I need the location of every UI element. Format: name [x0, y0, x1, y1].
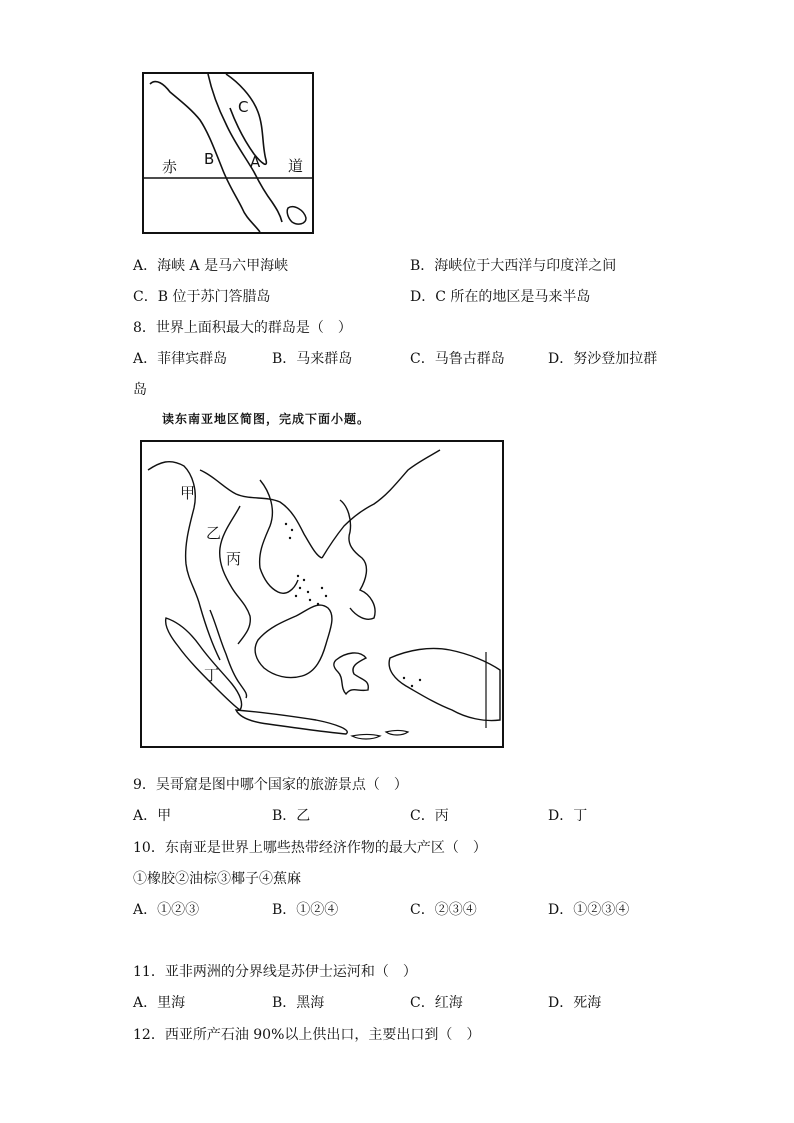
label-yi: 乙: [206, 524, 222, 542]
q11-option-b[interactable]: B．黑海: [272, 995, 325, 1011]
q9-option-b[interactable]: B．乙: [272, 808, 311, 824]
q7-option-d[interactable]: D．C 所在的地区是马来半岛: [410, 289, 591, 305]
label-bing: 丙: [226, 550, 242, 568]
q9-option-a[interactable]: A．甲: [133, 808, 172, 824]
label-dao: 道: [288, 157, 304, 175]
q10-option-d[interactable]: D．①②③④: [548, 902, 630, 918]
q7-option-b[interactable]: B．海峡位于大西洋与印度洋之间: [410, 258, 617, 274]
map-caption: 读东南亚地区简图，完成下面小题。: [162, 412, 371, 426]
strait-map: [142, 72, 314, 234]
q8-option-c[interactable]: C．马鲁古群岛: [410, 351, 505, 367]
label-b: B: [204, 150, 215, 168]
q11-stem: 11．亚非两洲的分界线是苏伊士运河和（ ）: [133, 964, 417, 980]
q10-items: ①橡胶②油棕③椰子④蕉麻: [133, 871, 301, 887]
q7-option-a[interactable]: A．海峡 A 是马六甲海峡: [133, 258, 289, 274]
southeast-asia-map: [140, 440, 504, 748]
label-jia: 甲: [180, 484, 196, 502]
label-ding: 丁: [204, 666, 220, 684]
q8-option-b[interactable]: B．马来群岛: [272, 351, 353, 367]
label-a: A: [250, 153, 261, 171]
q10-option-b[interactable]: B．①②④: [272, 902, 339, 918]
q10-option-a[interactable]: A．①②③: [133, 902, 200, 918]
q8-stem: 8．世界上面积最大的群岛是（ ）: [133, 320, 352, 336]
q10-stem: 10．东南亚是世界上哪些热带经济作物的最大产区（ ）: [133, 840, 487, 856]
q9-option-c[interactable]: C．丙: [410, 808, 449, 824]
q8-option-d[interactable]: D．努沙登加拉群: [548, 351, 658, 367]
label-c: C: [238, 98, 249, 116]
q9-stem: 9．吴哥窟是图中哪个国家的旅游景点（ ）: [133, 777, 408, 793]
q8-option-d-continued: 岛: [133, 382, 147, 398]
q11-option-d[interactable]: D．死海: [548, 995, 602, 1011]
q10-option-c[interactable]: C．②③④: [410, 902, 477, 918]
q8-option-a[interactable]: A．菲律宾群岛: [133, 351, 228, 367]
q11-option-c[interactable]: C．红海: [410, 995, 463, 1011]
q9-option-d[interactable]: D．丁: [548, 808, 588, 824]
label-chi: 赤: [162, 158, 178, 176]
q7-option-c[interactable]: C．B 位于苏门答腊岛: [133, 289, 271, 305]
q12-stem: 12．西亚所产石油 90%以上供出口，主要出口到（ ）: [133, 1027, 481, 1043]
q11-option-a[interactable]: A．里海: [133, 995, 186, 1011]
